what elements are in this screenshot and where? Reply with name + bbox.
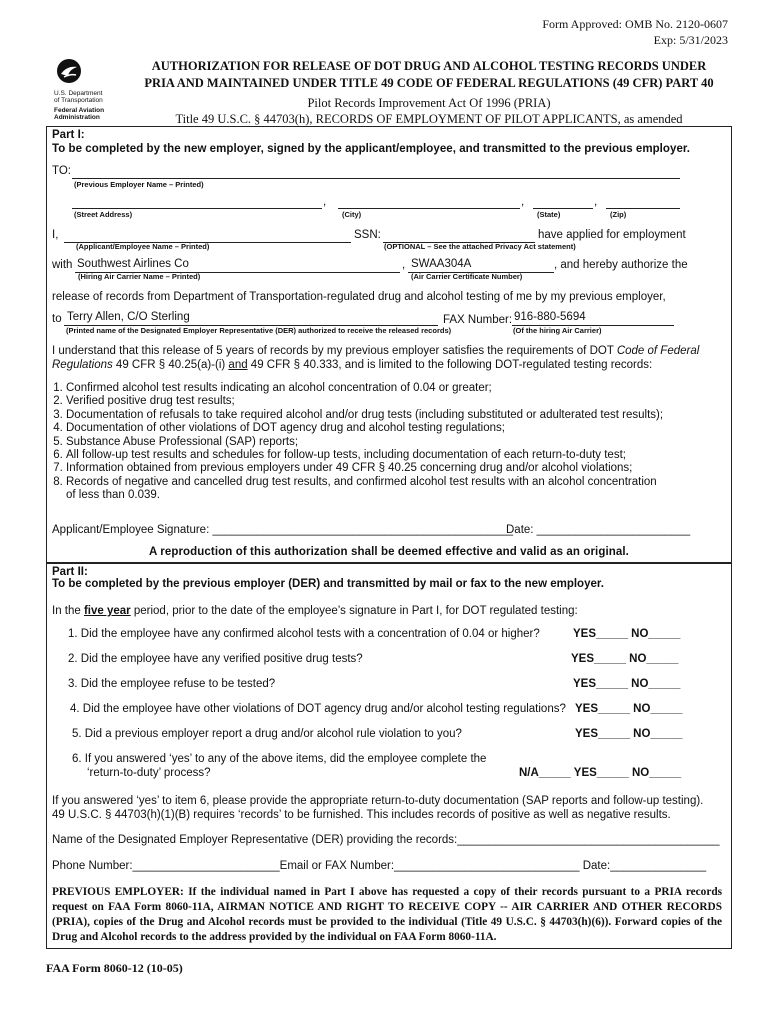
prev-label: PREVIOUS EMPLOYER:	[52, 886, 184, 898]
part2-label: Part II:	[52, 566, 88, 578]
logo-line4: Administration	[54, 114, 100, 121]
release-text: release of records from Department of Transportation-regulated drug and alcohol testing of me by my previous employer,	[52, 291, 666, 303]
logo-line3: Federal Aviation	[54, 107, 105, 114]
ssn-label: SSN:	[354, 229, 381, 241]
followup-paragraph	[52, 794, 703, 822]
fax-number-value[interactable]: 916-880-5694	[514, 311, 586, 323]
understand-part-a: I understand that this release of 5 years of records by my previous employer satisfies the requirements of DOT	[52, 345, 617, 357]
carrier-name-value[interactable]: Southwest Airlines Co	[77, 258, 189, 270]
i-label: I,	[52, 229, 59, 241]
form-number: FAA Form 8060-12 (10-05)	[46, 961, 183, 975]
authorize-text: , and hereby authorize the	[554, 259, 688, 271]
caption-applicant: (Applicant/Employee Name – Printed)	[76, 242, 210, 251]
applicant-signature-field[interactable]: Applicant/Employee Signature: _______________________________________________	[52, 524, 514, 536]
list-item: 4. Documentation of other violations of DOT agency drug and alcohol testing regulations;	[66, 422, 694, 435]
part1-instruction: To be completed by the new employer, signed by the applicant/employee, and transmitted to the previous employer.	[52, 143, 691, 155]
list-item: 6. All follow-up test results and schedules for follow-up tests, including documentation of each return-to-duty test;	[66, 449, 694, 462]
followup-line2: 49 U.S.C. § 44703(h)(1)(B) requires ‘records’ to be furnished. This includes records of positive as well as negative results.	[52, 809, 671, 821]
question-4: 4. Did the employee have other violations of DOT agency drug and/or alcohol testing regulations?	[70, 703, 566, 715]
dot-emblem-icon	[56, 58, 82, 84]
with-label: with	[52, 259, 73, 271]
part2-instruction: To be completed by the previous employer (DER) and transmitted by mail or fax to the new employer.	[52, 578, 604, 590]
question-1-answer[interactable]: YES_____ NO_____	[573, 628, 681, 640]
list-item: 8. Records of negative and cancelled drug test results, and confirmed alcohol test results with an alcohol concentration of less than 0.039.	[66, 476, 694, 503]
der-provider-field[interactable]: Name of the Designated Employer Representative (DER) providing the records:_________________________________________	[52, 834, 720, 846]
caption-zip: (Zip)	[610, 210, 627, 219]
question-6-line1: 6. If you answered ‘yes’ to any of the above items, did the employee complete the	[72, 753, 487, 765]
street-address-field[interactable]	[72, 208, 322, 209]
logo-line2: of Transportation	[54, 97, 103, 104]
intro-b: period, prior to the date of the employee’s signature in Part I, for DOT regulated testing:	[130, 605, 578, 617]
subtitle-pria: Pilot Records Improvement Act Of 1996 (PRIA)	[307, 96, 551, 110]
comma-1: ,	[323, 196, 327, 208]
reproduction-notice: A reproduction of this authorization shall be deemed effective and valid as an original.	[149, 546, 629, 558]
signature-date-field[interactable]: Date: ________________________	[506, 524, 691, 536]
caption-fax: (Of the hiring Air Carrier)	[513, 326, 602, 335]
caption-street: (Street Address)	[74, 210, 133, 219]
applied-text: have applied for employment	[538, 229, 686, 241]
intro-five-year: five year	[83, 605, 131, 617]
caption-carrier: (Hiring Air Carrier Name – Printed)	[78, 272, 201, 281]
understand-part-c: 49 CFR § 40.333, and is limited to the following DOT-regulated testing records:	[247, 359, 653, 371]
understand-and: and	[228, 359, 248, 371]
expiration-date: Exp: 5/31/2023	[653, 33, 728, 47]
form-title	[128, 58, 730, 92]
question-2: 2. Did the employee have any verified positive drug tests?	[68, 653, 363, 665]
comma-3: ,	[594, 196, 598, 208]
title-line2: PRIA AND MAINTAINED UNDER TITLE 49 CODE OF FEDERAL REGULATIONS (49 CFR) PART 40	[144, 76, 714, 90]
caption-state: (State)	[537, 210, 561, 219]
dot-faa-logo	[54, 58, 124, 121]
caption-city: (City)	[342, 210, 362, 219]
fax-label: FAX Number:	[443, 314, 513, 326]
list-item: 5. Substance Abuse Professional (SAP) reports;	[66, 436, 694, 449]
to-label: TO:	[52, 165, 71, 177]
comma-4: ,	[402, 259, 406, 271]
caption-ssn: (OPTIONAL – See the attached Privacy Act statement)	[384, 242, 576, 251]
previous-employer-notice	[52, 885, 722, 945]
omb-number: Form Approved: OMB No. 2120-0607	[542, 17, 728, 31]
state-field[interactable]	[533, 208, 593, 209]
part1-label: Part I:	[52, 129, 85, 141]
list-item: 2. Verified positive drug test results;	[66, 395, 694, 408]
comma-2: ,	[521, 196, 525, 208]
question-1: 1. Did the employee have any confirmed alcohol tests with a concentration of 0.04 or higher?	[68, 628, 540, 640]
understand-paragraph	[52, 344, 722, 372]
understand-italic: Code of Federal Regulations	[52, 345, 700, 371]
contact-line[interactable]: Phone Number:_______________________Email or FAX Number:_____________________________ Date:_______________	[52, 860, 707, 872]
der-name-value[interactable]: Terry Allen, C/O Sterling	[67, 311, 190, 323]
question-6-answer[interactable]: N/A_____ YES_____ NO_____	[519, 767, 682, 779]
subtitle-statute: Title 49 U.S.C. § 44703(h), RECORDS OF EMPLOYMENT OF PILOT APPLICANTS, as amended	[175, 112, 683, 126]
cert-number-value[interactable]: SWAA304A	[411, 258, 472, 270]
list-item: 3. Documentation of refusals to take required alcohol and/or drug tests (including substituted or adulterated test results);	[66, 409, 694, 422]
zip-field[interactable]	[606, 208, 680, 209]
prev-text: If the individual named in Part I above has requested a copy of their records pursuant to a PRIA records request on FAA Form 8060-11A, AIRMAN NOTICE AND RIGHT TO RECEIVE COPY -- AIR CARRIER AND OTHER RECORDS (PRIA), copies of the Drug and Alcohol records must be provided to the individual (Title 49 U.S.C. § 44703(h)(6)). Forward copies of the Drug and Alcohol records to the address provided by the individual on FAA Form 8060-11A.	[52, 886, 723, 943]
list-item: 7. Information obtained from previous employers under 49 CFR § 40.25 concerning drug and/or alcohol violations;	[66, 462, 694, 475]
question-3-answer[interactable]: YES_____ NO_____	[573, 678, 681, 690]
question-3: 3. Did the employee refuse to be tested?	[68, 678, 276, 690]
logo-line1: U.S. Department	[54, 90, 103, 97]
question-5: 5. Did a previous employer report a drug and/or alcohol rule violation to you?	[72, 728, 462, 740]
question-6-line2: ‘return-to-duty’ process?	[87, 767, 211, 779]
list-item: 1. Confirmed alcohol test results indicating an alcohol concentration of 0.04 or greater;	[66, 382, 694, 395]
caption-previous-employer: (Previous Employer Name – Printed)	[74, 180, 204, 189]
five-year-intro	[52, 605, 578, 617]
intro-a: In the	[52, 605, 84, 617]
caption-der: (Printed name of the Designated Employer Representative (DER) authorized to receive the released records)	[66, 326, 452, 335]
title-line1: AUTHORIZATION FOR RELEASE OF DOT DRUG AND ALCOHOL TESTING RECORDS UNDER	[151, 59, 707, 73]
city-field[interactable]	[338, 208, 520, 209]
question-2-answer[interactable]: YES_____ NO_____	[571, 653, 679, 665]
to-der-label: to	[52, 313, 62, 325]
records-list	[34, 382, 694, 503]
understand-part-b: 49 CFR § 40.25(a)-(i)	[112, 359, 229, 371]
followup-line1: If you answered ‘yes’ to item 6, please provide the appropriate return-to-duty documentation (SAP reports and follow-up testing).	[52, 795, 704, 807]
question-4-answer[interactable]: YES_____ NO_____	[575, 703, 683, 715]
previous-employer-field[interactable]	[72, 178, 680, 179]
question-5-answer[interactable]: YES_____ NO_____	[575, 728, 683, 740]
caption-cert: (Air Carrier Certificate Number)	[411, 272, 523, 281]
